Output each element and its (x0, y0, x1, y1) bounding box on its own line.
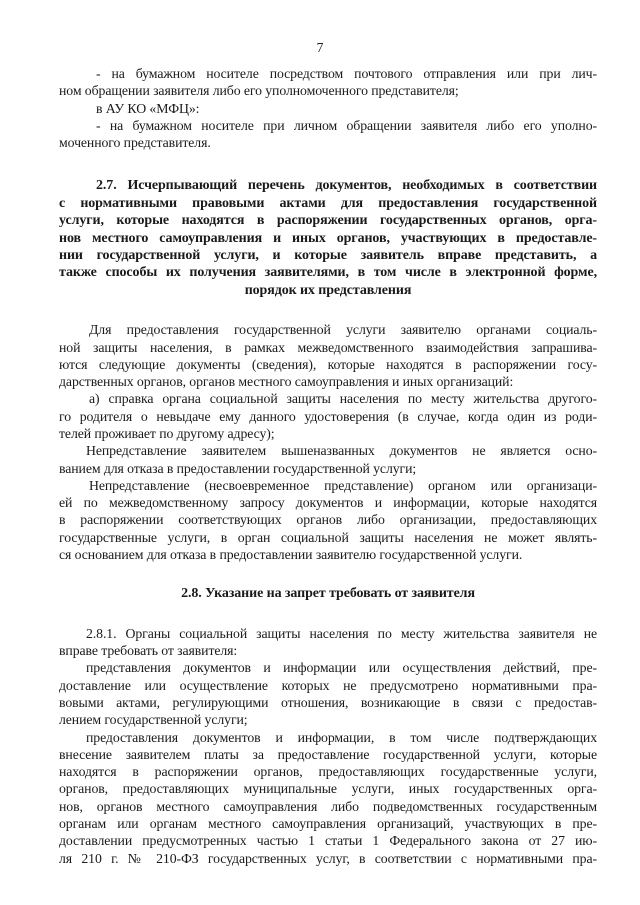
text-line: ной защиты населения, в рамках межведомственного взаимодействия запрашива- (59, 339, 597, 355)
text-line: внесение заявителем платы за предоставление государственной услуги, которые (59, 746, 597, 762)
text-line: ей по межведомственному запросу документов и информации, которые находятся (59, 495, 597, 511)
text-line: представления документов и информации или осуществления действий, пре- (86, 660, 597, 676)
text-line: предоставления документов и информации, в том числе подтверждающих (86, 729, 597, 745)
text-line: ся основанием для отказа в предоставлении заявителю государственной услуги. (59, 547, 523, 563)
text-line: а) справка органа социальной защиты населения по месту жительства другого- (89, 391, 597, 407)
text-line: органам или органам местного самоуправления организаций, участвующих в пре- (59, 816, 597, 832)
text-line: моченного представителя. (59, 135, 211, 151)
paragraph (59, 321, 597, 390)
heading-line: порядок их представления (244, 282, 412, 298)
heading-line: также способы их получения заявителями, в том числе в электронной форме, (59, 265, 597, 281)
text-line: лением государственной услуги; (59, 712, 248, 728)
text-line: 2.8.1. Органы социальной защиты населения по месту жительства заявителя не (86, 625, 597, 641)
text-line: вовыми актами, регулирующими отношения, возникающие в связи с предостав- (59, 694, 597, 710)
paragraph (59, 477, 597, 563)
text-line: государственные услуги, в орган социальной защиты населения не может являть- (59, 529, 597, 545)
text-line: дарственных органов, органов местного самоуправления и иных организаций: (59, 374, 514, 390)
heading-line: услуги, которые находятся в распоряжении государственных органов, орга- (59, 213, 597, 229)
page-number: 7 (316, 40, 324, 55)
text-line: ном обращении заявителя либо его уполномоченного представителя; (59, 83, 459, 99)
paragraph (59, 390, 597, 442)
paragraph (59, 729, 597, 867)
section-heading-2-7 (59, 177, 597, 299)
heading-line: нов местного самоуправления и иных органов, участвующих в предоставле- (59, 230, 597, 246)
section-heading-2-8 (59, 585, 597, 602)
paragraph (59, 625, 597, 660)
text-line: - на бумажном носителе при личном обращении заявителя либо его уполно- (96, 117, 597, 133)
text-line: го родителя о невыдаче ему данного удостоверения (в случае, когда один из роди- (59, 408, 597, 424)
text-line: ля 210 г. № 210-ФЗ государственных услуг, в соответствии с нормативными пра- (59, 850, 597, 866)
text-line: ются следующие документы (сведения), которые находятся в распоряжении госу- (59, 356, 597, 372)
text-line: нов, органов местного самоуправления либо подведомственных государственным (59, 798, 597, 814)
page-body (59, 65, 597, 867)
text-line: телей проживает по другому адресу); (59, 426, 275, 441)
text-line: находятся в распоряжении органов, предоставляющих государственные услуги, (59, 764, 597, 780)
text-line: ванием для отказа в предоставлении государственной услуги; (59, 460, 417, 476)
paragraph (59, 442, 597, 477)
text-line: - на бумажном носителе посредством почтового отправления или при лич- (96, 66, 597, 81)
text-line: доставление или осуществление которых не предусмотрено нормативными пра- (59, 677, 597, 693)
paragraph (59, 659, 597, 728)
text-line: доставлении предусмотренных частью 1 статьи 1 Федерального закона от 27 ию- (59, 833, 597, 849)
intro-block (59, 65, 597, 151)
text-line: Непредставление заявителем вышеназванных документов не является осно- (86, 443, 597, 459)
text-line: Непредставление (несвоевременное представление) органом или организаци- (89, 477, 597, 493)
text-line: вправе требовать от заявителя: (59, 643, 238, 659)
text-line: Для предоставления государственной услуги заявителю органами социаль- (89, 322, 597, 338)
text-line: в АУ КО «МФЦ»: (96, 100, 200, 116)
heading-line: с нормативными правовыми актами для предоставления государственной (59, 195, 597, 211)
heading-line: нии государственной услуги, и которые заявитель вправе представить, а (59, 248, 597, 264)
text-line: в распоряжении соответствующих органов либо организации, предоставляющих (59, 512, 597, 528)
heading-line: 2.7. Исчерпывающий перечень документов, необходимых в соответствии (96, 178, 597, 194)
heading-line: 2.8. Указание на запрет требовать от заявителя (181, 586, 475, 602)
text-line: органов, предоставляющих муниципальные услуги, иных государственных орга- (59, 781, 597, 797)
